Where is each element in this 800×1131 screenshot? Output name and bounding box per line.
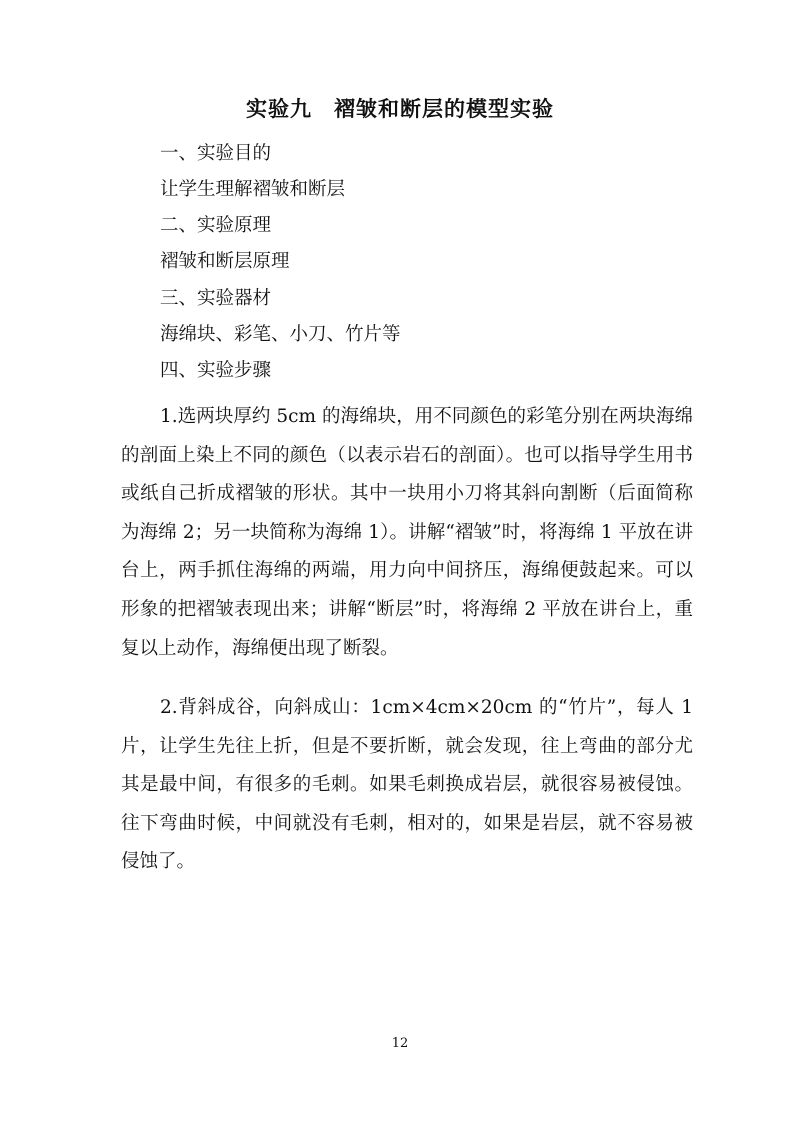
step-paragraph-1: 1.选两块厚约 5cm 的海绵块，用不同颜色的彩笔分别在两块海绵的剖面上染上不同的颜色（以表示岩石的剖面）。也可以指导学生用书或纸自己折成褶皱的形状。其中一块用小刀将其斜向割断（后面简称为海绵 2；另一块简称为海绵 1）。讲解“褶皱”时，将海绵 1 平放在讲台上，两手抓住海绵的两端，用力向中间挤压，海绵便鼓起来。可以形象的把褶皱表现出来；讲解“断层”时，将海绵 2 平放在讲台上，重复以上动作，海绵便出现了断裂。	[121, 406, 693, 659]
section-heading-materials: 三、实验器材	[160, 288, 272, 309]
page-number: 12	[391, 1036, 409, 1051]
section-heading-purpose: 一、实验目的	[160, 143, 272, 164]
section-body-materials: 海绵块、彩笔、小刀、竹片等	[160, 324, 401, 345]
step-paragraph-2: 2.背斜成谷，向斜成山：1cm×4cm×20cm 的“竹片”，每人 1 片，让学生先往上折，但是不要折断，就会发现，往上弯曲的部分尤其是最中间，有很多的毛刺。如果毛刺换成岩层，就很容易被侵蚀。往下弯曲时候，中间就没有毛刺，相对的，如果是岩层，就不容易被侵蚀了。	[121, 697, 693, 873]
section-heading-principle: 二、实验原理	[160, 215, 272, 236]
section-body-principle: 褶皱和断层原理	[160, 251, 290, 272]
page-title: 实验九 褶皱和断层的模型实验	[246, 97, 554, 121]
section-heading-steps: 四、实验步骤	[160, 360, 272, 381]
section-body-purpose: 让学生理解褶皱和断层	[160, 179, 346, 200]
